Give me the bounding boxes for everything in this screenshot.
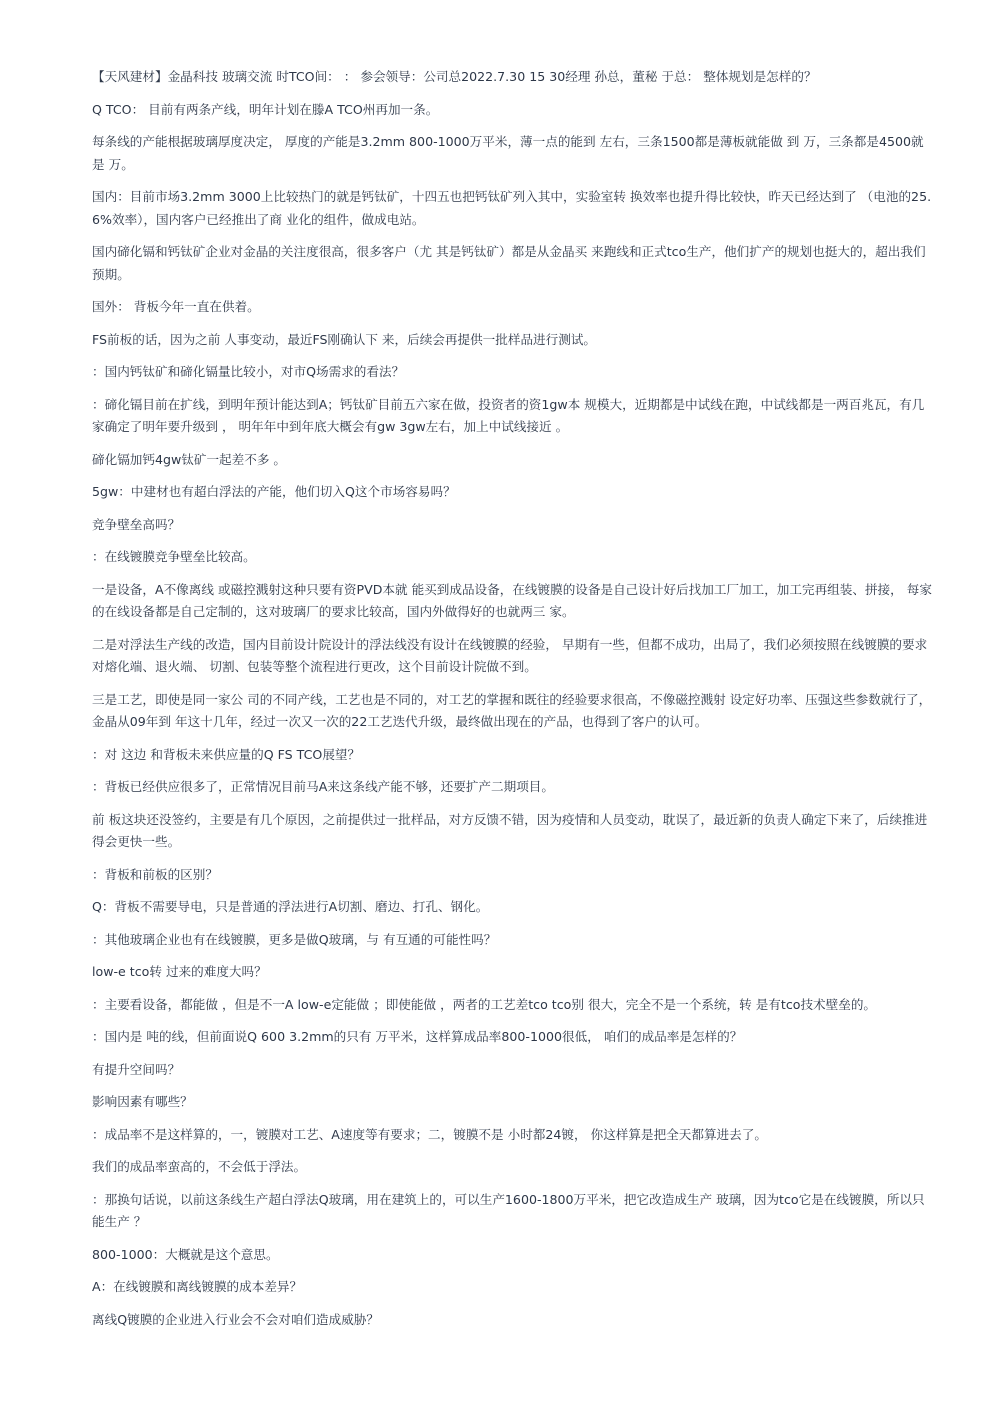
paragraph: ：碲化镉目前在扩线，到明年预计能达到A；钙钛矿目前五六家在做，投资者的资1gw本 规模大，近期都是中试线在跑，中试线都是一两百兆瓦，有几家确定了明年要升级到 ， 明年年中到年底大概会有gw 3gw左右，加上中试线接近 。: [92, 396, 925, 434]
paragraph: 前 板这块还没签约，主要是有几个原因，之前提供过一批样品，对方反馈不错，因为疫情和人员变动，耽误了，最近新的负责人确定下来了，后续推进得会更快一些。: [92, 811, 928, 849]
paragraph: 碲化镉加钙4gw钛矿一起差不多 。: [92, 451, 287, 467]
paragraph: ：国内是 吨的线，但前面说Q 600 3.2mm的只有 万平米，这样算成品率800-1000很低， 咱们的成品率是怎样的？: [92, 1029, 743, 1044]
paragraph: FS前板的话，因为之前 人事变动，最近FS刚确认下 来，后续会再提供一批样品进行测试。: [92, 331, 597, 347]
paragraph: ：背板和前板的区别？: [92, 866, 218, 882]
paragraph: A：在线镀膜和离线镀膜的成本差异？: [92, 1279, 303, 1294]
paragraph: 800-1000：大概就是这个意思。: [92, 1246, 279, 1262]
paragraph: ：其他玻璃企业也有在线镀膜，更多是做Q玻璃，与 有互通的可能性吗？: [92, 931, 497, 947]
paragraph: ：国内钙钛矿和碲化镉量比较小，对市Q场需求的看法？: [92, 364, 405, 379]
paragraph: low-e tco转 过来的难度大吗？: [92, 964, 267, 979]
paragraph: 竞争壁垒高吗？: [92, 516, 181, 532]
paragraph: ：在线镀膜竞争壁垒比较高。: [92, 549, 256, 564]
paragraph: 国内碲化镉和钙钛矿企业对金晶的关注度很高，很多客户（尤 其是钙钛矿）都是从金晶买 来跑线和正式tco生产，他们扩产的规划也挺大的，超出我们预期。: [92, 244, 926, 282]
paragraph: 三是工艺，即使是同一家公 司的不同产线，工艺也是不同的，对工艺的掌握和既往的经验要求很高，不像磁控溅射 设定好功率、压强这些参数就行了，金晶从09年到 年这十几年，经过一次又一次的22工艺迭代升级，最终做出现在的产品，也得到了客户的认可。: [92, 691, 932, 729]
paragraph: 二是对浮法生产线的改造，国内目前设计院设计的浮法线没有设计在线镀膜的经验， 早期有一些，但都不成功，出局了，我们必须按照在线镀膜的要求对熔化端、退火端、 切割、包装等整个流程进行更改，这个目前设计院做不到。: [92, 636, 928, 674]
paragraph: 有提升空间吗？: [92, 1061, 181, 1077]
paragraph: ：主要看设备，都能做 ，但是不一A low-e定能做 ；即使能做 ，两者的工艺差tco tco别 很大，完全不是一个系统，转 是有tco技术壁垒的。: [92, 996, 877, 1012]
paragraph: ：对 这边 和背板未来供应量的Q FS TCO展望？: [92, 746, 361, 762]
paragraph-header: 【天风建材】金晶科技 玻璃交流 时TCO间： ： 参会领导：公司总2022.7.30 15 30经理 孙总，董秘 于总： 整体规划是怎样的？: [92, 69, 817, 84]
paragraph: 国内：目前市场3.2mm 3000上比较热门的就是钙钛矿，十四五也把钙钛矿列入其中，实验室转 换效率也提升得比较快，昨天已经达到了 （电池的25.6%效率），国内客户已经推出了商 业化的组件，做成电站。: [92, 189, 932, 227]
paragraph: 影响因素有哪些？: [92, 1094, 193, 1109]
paragraph: Q TCO： 目前有两条产线，明年计划在滕A TCO州再加一条。: [92, 101, 439, 117]
paragraph: 每条线的产能根据玻璃厚度决定， 厚度的产能是3.2mm 800-1000万平米，薄一点的能到 左右，三条1500都是薄板就能做 到 万，三条都是4500就是 万。: [92, 134, 924, 172]
paragraph: ：成品率不是这样算的，一，镀膜对工艺、A速度等有要求；二，镀膜不是 小时都24镀， 你这样算是把全天都算进去了。: [92, 1126, 767, 1142]
paragraph: 离线Q镀膜的企业进入行业会不会对咱们造成威胁？: [92, 1311, 379, 1327]
paragraph: 一是设备，A不像离线 或磁控溅射这种只要有资PVD本就 能买到成品设备，在线镀膜的设备是自己设计好后找加工厂加工，加工完再组装、拼接， 每家的在线设备都是自己定制的，这对玻璃厂的要求比较高，国内外做得好的也就两三 家。: [92, 581, 932, 619]
paragraph: 国外： 背板今年一直在供着。: [92, 299, 260, 314]
paragraph: ：那换句话说，以前这条线生产超白浮法Q玻璃，用在建筑上的，可以生产1600-1800万平米，把它改造成生产 玻璃，因为tco它是在线镀膜，所以只能生产 ？: [92, 1191, 925, 1229]
paragraph: 我们的成品率蛮高的，不会低于浮法。: [92, 1159, 307, 1174]
paragraph: 5gw：中建材也有超白浮法的产能，他们切入Q这个市场容易吗？: [92, 484, 456, 499]
paragraph: Q：背板不需要导电，只是普通的浮法进行A切割、磨边、打孔、钢化。: [92, 899, 489, 914]
paragraph: ：背板已经供应很多了，正常情况目前马A来这条线产能不够，还要扩产二期项目。: [92, 779, 554, 794]
